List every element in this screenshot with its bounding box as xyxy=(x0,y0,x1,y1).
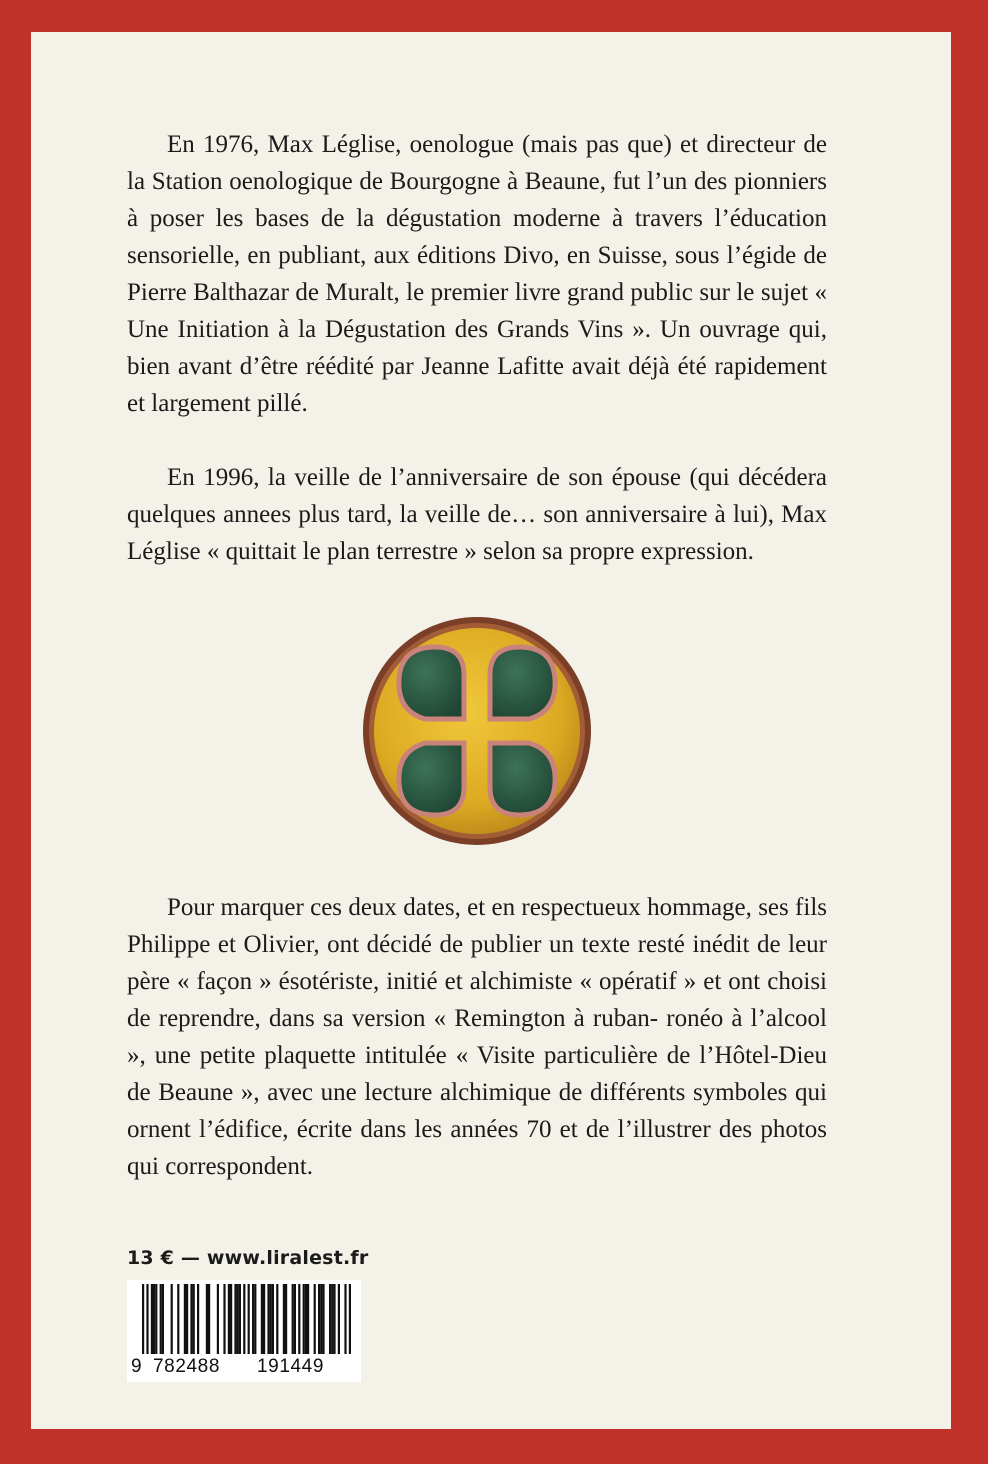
barcode-bar xyxy=(318,1284,320,1354)
paragraph-hommage: Pour marquer ces deux dates, et en respectueux hommage, ses fils Philippe et Olivier, ont décidé de publier un texte resté inédit de leur père « façon » ésotériste, initié et alchimiste « opératif » et ont choisi de reprendre, dans sa version « Remington à ruban- ronéo à l’alcool », une petite plaquette intitulée « Visite particulière de l’Hôtel-Dieu de Beaune », avec une lecture alchimique de différents symboles qui ornent l’édifice, écrite dans les années 70 et de l’illustrer des photos qui correspondent. xyxy=(127,894,827,1180)
barcode-bar xyxy=(230,1284,232,1354)
barcode-bar xyxy=(329,1284,331,1354)
barcode-bar xyxy=(193,1284,195,1354)
barcode-bar xyxy=(276,1284,278,1354)
barcode-bar xyxy=(186,1284,188,1354)
barcode-bar xyxy=(285,1284,287,1354)
cross-medallion-icon xyxy=(361,615,593,847)
barcode-bar xyxy=(349,1284,351,1354)
barcode-digits xyxy=(127,1356,361,1380)
barcode-bar xyxy=(177,1284,179,1354)
barcode-bar xyxy=(248,1284,250,1354)
barcode-bar xyxy=(254,1284,256,1354)
barcode-bar xyxy=(314,1284,316,1354)
price-and-website: 13 € — www.liralest.fr xyxy=(127,1247,369,1269)
barcode-bar xyxy=(331,1284,333,1354)
barcode-bar xyxy=(142,1284,144,1354)
barcode-bar xyxy=(190,1284,192,1354)
barcode-bar xyxy=(153,1284,155,1354)
barcode-bar xyxy=(272,1284,274,1354)
paragraph-history: En 1976, Max Léglise, oenologue (mais pas que) et directeur de la Station oenologique de Bourgogne à Beaune, fut l’un des pionniers à poser les bases de la dégustation moderne à travers l’éducation sensorielle, en publiant, aux éditions Divo, en Suisse, sous l’égide de Pierre Balthazar de Muralt, le premier livre grand public sur le sujet « Une Initiation à la Dégustation des Grands Vins ». Un ouvrage qui, bien avant d’être réédité par Jeanne Lafitte avait déjà été rapidement et largement pillé. xyxy=(127,131,827,417)
barcode-bar xyxy=(155,1284,157,1354)
isbn-barcode xyxy=(127,1280,361,1382)
barcode-bars xyxy=(127,1280,361,1356)
paragraph-1996: En 1996, la veille de l’anniversaire de son épouse (qui décédera quelques annees plus tard, la veille de… son anniversaire à lui), Max Léglise « quittait le plan terrestre » selon sa propre expression. xyxy=(127,464,827,565)
barcode-bar xyxy=(234,1284,236,1354)
barcode-bar xyxy=(305,1284,307,1354)
barcode-bar xyxy=(217,1284,219,1354)
barcode-bar xyxy=(160,1284,162,1354)
barcode-bar xyxy=(322,1284,324,1354)
leaf-top-right xyxy=(490,647,555,719)
barcode-bar xyxy=(208,1284,210,1354)
barcode-bar xyxy=(267,1284,269,1354)
barcode-bar xyxy=(292,1284,294,1354)
barcode-bar xyxy=(237,1284,239,1354)
back-cover-page xyxy=(31,32,951,1429)
barcode-bar xyxy=(243,1284,245,1354)
barcode-bar xyxy=(223,1284,225,1354)
barcode-bar xyxy=(239,1284,241,1354)
barcode-bar xyxy=(261,1284,263,1354)
barcode-bar xyxy=(298,1284,300,1354)
leaf-bottom-left xyxy=(399,743,464,815)
barcode-bar xyxy=(228,1284,230,1354)
barcode-bar xyxy=(162,1284,164,1354)
barcode-bar xyxy=(338,1284,340,1354)
barcode-bar xyxy=(283,1284,285,1354)
barcode-bar xyxy=(146,1284,148,1354)
barcode-bar xyxy=(151,1284,153,1354)
barcode-bar xyxy=(333,1284,335,1354)
barcode-right-group: 191449 xyxy=(257,1356,325,1377)
barcode-bar xyxy=(344,1284,346,1354)
barcode-bar xyxy=(320,1284,322,1354)
barcode-bar xyxy=(303,1284,305,1354)
barcode-bar xyxy=(294,1284,296,1354)
barcode-bar xyxy=(184,1284,186,1354)
barcode-bar xyxy=(263,1284,265,1354)
barcode-bar xyxy=(252,1284,254,1354)
barcode-lead-digit: 9 xyxy=(131,1356,142,1377)
barcode-bar xyxy=(270,1284,272,1354)
barcode-bar xyxy=(206,1284,208,1354)
leaf-top-left xyxy=(399,647,464,719)
barcode-bar xyxy=(197,1284,199,1354)
barcode-bar xyxy=(307,1284,309,1354)
barcode-left-group: 782488 xyxy=(153,1356,221,1377)
barcode-bar xyxy=(171,1284,173,1354)
leaf-bottom-right xyxy=(490,743,555,815)
